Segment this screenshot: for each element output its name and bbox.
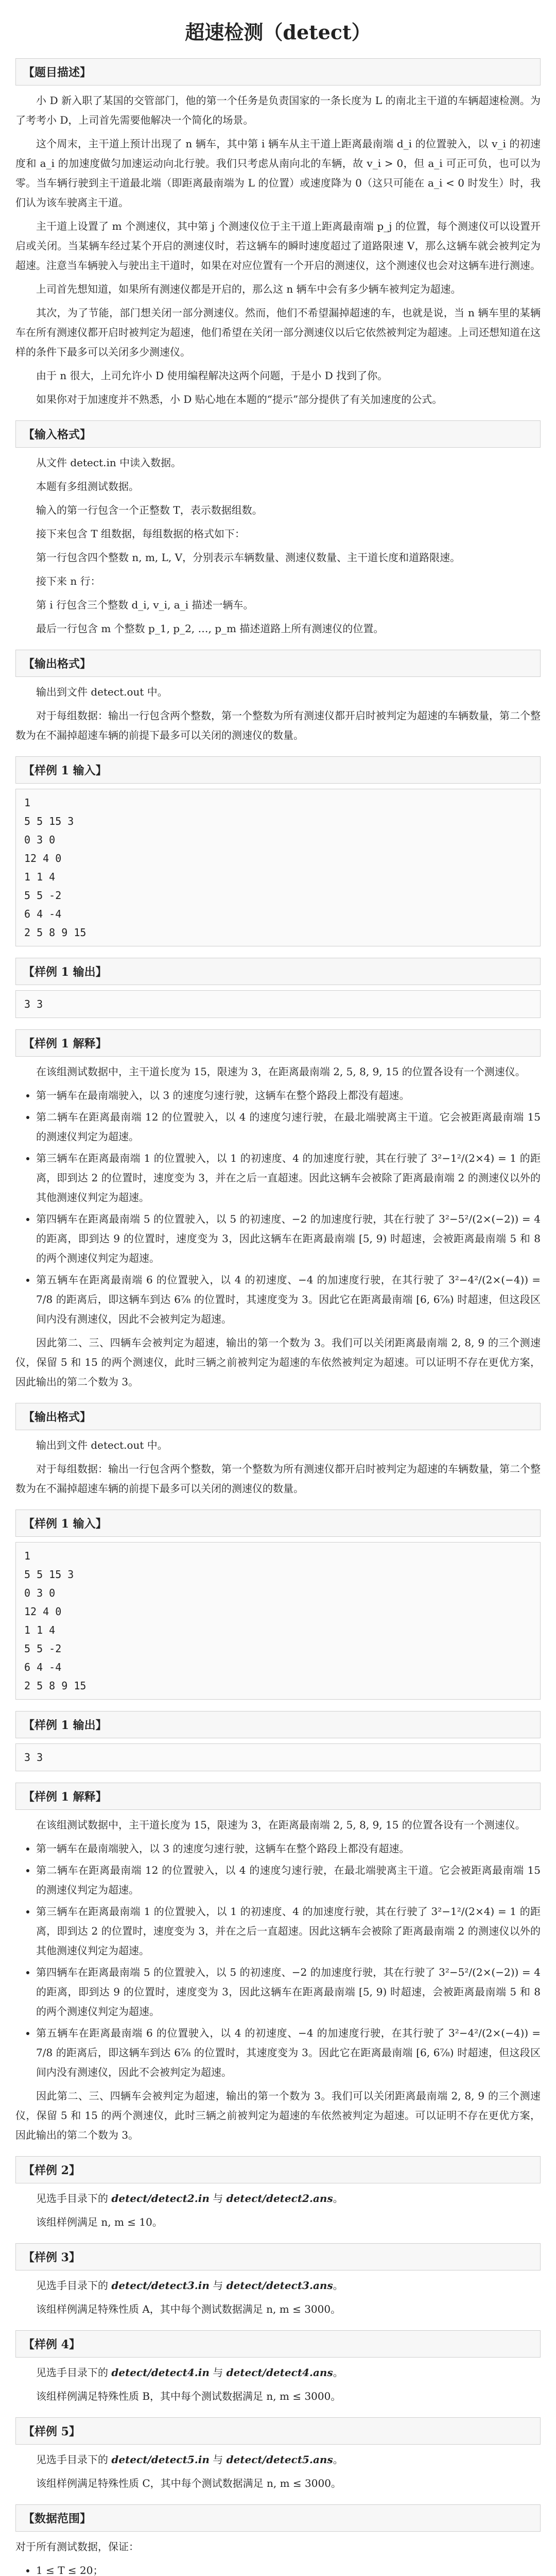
list-item: • 1 ≤ T ≤ 20； — [36, 2561, 541, 2576]
sample1-input-heading-2: 【样例 1 输入】 — [15, 1510, 541, 1537]
paragraph: 接下来 n 行： — [36, 575, 101, 587]
sample1-explain-heading: 【样例 1 解释】 — [15, 1029, 541, 1057]
sample-file-link[interactable]: detect/detect5.in — [111, 2453, 210, 2466]
paragraph: 小 D 新入职了某国的交管部门，他的第一个任务是负责国家的一条长度为 L 的南北主干道的车辆超速检测。为了考考小 D，上司首先需要他解决一个简化的场景。 — [15, 94, 541, 126]
sample-file-link[interactable]: detect/detect2.in — [111, 2192, 210, 2205]
sample-file-line — [15, 2363, 541, 2382]
explain-list — [15, 1086, 541, 1329]
paragraph: 对于每组数据：输出一行包含两个整数，第一个整数为所有测速仪都开启时被判定为超速的车辆数量，第二个整数为在不漏掉超速车辆的前提下最多可以关闭的测速仪的数量。 — [15, 1463, 541, 1495]
section-description-heading: 【题目描述】 — [15, 58, 541, 86]
sample-file-text: 见选手目录下的 — [36, 2366, 112, 2379]
sample1-output-code-2[interactable]: 3 3 — [15, 1743, 541, 1771]
sample3-body — [15, 2276, 541, 2319]
output-format-body-2 — [15, 1435, 541, 1498]
sample-file-line — [15, 2189, 541, 2208]
sample-file-link[interactable]: detect/detect4.in — [111, 2366, 210, 2379]
sample-file-text: 见选手目录下的 — [36, 2453, 112, 2466]
sample1-output-heading-2: 【样例 1 输出】 — [15, 1711, 541, 1738]
paragraph: 其次，为了节能，部门想关闭一部分测速仪。然而，他们不希望漏掉超速的车，也就是说，当 n 辆车里的某辆车在所有测速仪都开启时被判定为超速，他们希望在关闭一部分测速仪以后它依然被判定为超速。上司还想知道在这样的条件下最多可以关闭多少测速仪。 — [15, 307, 541, 358]
sample3-heading: 【样例 3】 — [15, 2243, 541, 2270]
explain-outro: 因此第二、三、四辆车会被判定为超速，输出的第一个数为 3。我们可以关闭距离最南端 2, 8, 9 的三个测速仪，保留 5 和 15 的两个测速仪，此时三辆之前被判定为超速的车依然被判定为超速。可以证明不存在更优方案，因此输出的第二个数为 3。 — [15, 2090, 541, 2141]
input-format-body — [15, 453, 541, 638]
sample-file-text: 与 — [209, 2366, 227, 2379]
paragraph: 由于 n 很大，上司允许小 D 使用编程解决这两个问题，于是小 D 找到了你。 — [36, 369, 388, 382]
sample-file-link[interactable]: detect/detect3.in — [111, 2279, 210, 2292]
sample-file-link[interactable]: detect/detect2.ans — [226, 2192, 333, 2205]
paragraph: 本题有多组测试数据。 — [36, 480, 139, 493]
sample-file-line — [15, 2450, 541, 2469]
sample2-heading: 【样例 2】 — [15, 2156, 541, 2183]
output-format-heading-2: 【输出格式】 — [15, 1403, 541, 1430]
sample2-body — [15, 2189, 541, 2232]
sample-note: 该组样例满足特殊性质 B，其中每个测试数据满足 n, m ≤ 3000。 — [36, 2390, 341, 2402]
sample-note: 该组样例满足 n, m ≤ 10。 — [36, 2216, 163, 2228]
data-range-list — [15, 2561, 541, 2576]
list-item: • 第四辆车在距离最南端 5 的位置驶入，以 5 的初速度、−2 的加速度行驶，其在行驶了 3²−5²/(2×(−2)) = 4 的距离，即到达 9 的位置时，速度变为 3，因此这辆车在距离最南端 [5, 9) 时超速，会被距离最南端 5 和 8 的两个测速仪判定为超速。 — [36, 1962, 541, 2021]
sample-note: 该组样例满足特殊性质 C，其中每个测试数据满足 n, m ≤ 3000。 — [36, 2477, 341, 2489]
paragraph: 对于每组数据：输出一行包含两个整数，第一个整数为所有测速仪都开启时被判定为超速的车辆数量，第二个整数为在不漏掉超速车辆的前提下最多可以关闭的测速仪的数量。 — [15, 709, 541, 741]
paragraph: 输出到文件 detect.out 中。 — [36, 686, 168, 698]
sample5-heading: 【样例 5】 — [15, 2417, 541, 2445]
description-body — [15, 91, 541, 409]
paragraph: 输出到文件 detect.out 中。 — [36, 1439, 168, 1451]
sample-file-text: 。 — [333, 2279, 343, 2292]
sample4-body — [15, 2363, 541, 2406]
sample-file-text: 与 — [209, 2453, 227, 2466]
sample1-explanation-2 — [15, 1815, 541, 2145]
output-format-body — [15, 682, 541, 745]
sample-file-link[interactable]: detect/detect4.ans — [226, 2366, 333, 2379]
sample-file-text: 。 — [333, 2192, 343, 2205]
sample-file-link[interactable]: detect/detect5.ans — [226, 2453, 333, 2466]
sample-file-text: 见选手目录下的 — [36, 2192, 112, 2205]
paragraph: 上司首先想知道，如果所有测速仪都是开启的，那么这 n 辆车中会有多少辆车被判定为超速。 — [36, 283, 461, 295]
sample1-explanation — [15, 1062, 541, 1392]
sample1-input-heading: 【样例 1 输入】 — [15, 756, 541, 784]
paragraph: 如果你对于加速度并不熟悉，小 D 贴心地在本题的“提示”部分提供了有关加速度的公式。 — [36, 393, 443, 405]
sample1-output-code[interactable]: 3 3 — [15, 990, 541, 1018]
paragraph: 主干道上设置了 m 个测速仪，其中第 j 个测速仪位于主干道上距离最南端 p_j 的位置，每个测速仪可以设置开启或关闭。当某辆车经过某个开启的测速仪时，若这辆车的瞬时速度超过了道路限速 V，那么这辆车就会被判定为超速。注意当车辆驶入与驶出主干道时，如果在对应位置有一个开启的测速仪，这个测速仪也会对这辆车进行测速。 — [15, 220, 541, 272]
explain-outro: 因此第二、三、四辆车会被判定为超速，输出的第一个数为 3。我们可以关闭距离最南端 2, 8, 9 的三个测速仪，保留 5 和 15 的两个测速仪，此时三辆之前被判定为超速的车依然被判定为超速。可以证明不存在更优方案，因此输出的第二个数为 3。 — [15, 1336, 541, 1388]
explain-intro: 在该组测试数据中，主干道长度为 15，限速为 3，在距离最南端 2, 5, 8, 9, 15 的位置各设有一个测速仪。 — [36, 1065, 526, 1078]
list-item: • 第五辆车在距离最南端 6 的位置驶入，以 4 的初速度、−4 的加速度行驶，在其行驶了 3²−4²/(2×(−4)) = 7/8 的距离后，即这辆车到达 6⅞ 的位置时，其速度变为 3。因此它在距离最南端 [6, 6⅞) 时超速，但这段区间内没有测速仪，因此不会被判定为超速。 — [36, 2023, 541, 2082]
paragraph: 输入的第一行包含一个正整数 T，表示数据组数。 — [36, 504, 263, 516]
list-item: • 第一辆车在最南端驶入，以 3 的速度匀速行驶，这辆车在整个路段上都没有超速。 — [36, 1839, 541, 1858]
page-title: 超速检测（detect） — [185, 21, 371, 44]
section-output-heading: 【输出格式】 — [15, 650, 541, 677]
list-item: • 第一辆车在最南端驶入，以 3 的速度匀速行驶，这辆车在整个路段上都没有超速。 — [36, 1086, 541, 1105]
sample1-input-code[interactable]: 1 5 5 15 3 0 3 0 12 4 0 1 1 4 5 5 -2 6 4 -4 2 5 8 9 15 — [15, 789, 541, 946]
data-range-intro: 对于所有测试数据，保证： — [15, 2540, 139, 2553]
explain-intro: 在该组测试数据中，主干道长度为 15，限速为 3，在距离最南端 2, 5, 8, 9, 15 的位置各设有一个测速仪。 — [36, 1819, 526, 1831]
sample-file-text: 见选手目录下的 — [36, 2279, 112, 2292]
sample-file-text: 与 — [209, 2192, 227, 2205]
list-item: • 第三辆车在距离最南端 1 的位置驶入，以 1 的初速度、4 的加速度行驶，其在行驶了 3²−1²/(2×4) = 1 的距离，即到达 2 的位置时，速度变为 3，并在之后一直超速。因此这辆车会被除了距离最南端 2 的测速仪以外的其他测速仪判定为超速。 — [36, 1902, 541, 1960]
list-item: • 第二辆车在距离最南端 12 的位置驶入，以 4 的速度匀速行驶，在最北端驶离主干道。它会被距离最南端 15 的测速仪判定为超速。 — [36, 1860, 541, 1900]
paragraph: 从文件 detect.in 中读入数据。 — [36, 456, 182, 469]
section-input-heading: 【输入格式】 — [15, 420, 541, 448]
sample-file-link[interactable]: detect/detect3.ans — [226, 2279, 333, 2292]
explain-list — [15, 1839, 541, 2082]
sample-note: 该组样例满足特殊性质 A，其中每个测试数据满足 n, m ≤ 3000。 — [36, 2303, 341, 2315]
sample-file-text: 与 — [209, 2279, 227, 2292]
data-range-heading: 【数据范围】 — [15, 2504, 541, 2532]
list-item: • 第二辆车在距离最南端 12 的位置驶入，以 4 的速度匀速行驶，在最北端驶离主干道。它会被距离最南端 15 的测速仪判定为超速。 — [36, 1107, 541, 1146]
paragraph: 接下来包含 T 组数据，每组数据的格式如下： — [36, 528, 246, 540]
list-item: • 第五辆车在距离最南端 6 的位置驶入，以 4 的初速度、−4 的加速度行驶，在其行驶了 3²−4²/(2×(−4)) = 7/8 的距离后，即这辆车到达 6⅞ 的位置时，其速度变为 3。因此它在距离最南端 [6, 6⅞) 时超速，但这段区间内没有测速仪，因此不会被判定为超速。 — [36, 1270, 541, 1329]
paragraph: 最后一行包含 m 个整数 p_1, p_2, …, p_m 描述道路上所有测速仪的位置。 — [36, 622, 384, 635]
sample4-heading: 【样例 4】 — [15, 2330, 541, 2358]
sample1-output-heading: 【样例 1 输出】 — [15, 958, 541, 985]
sample-file-text: 。 — [333, 2366, 343, 2379]
sample1-input-code-2[interactable]: 1 5 5 15 3 0 3 0 12 4 0 1 1 4 5 5 -2 6 4 -4 2 5 8 9 15 — [15, 1542, 541, 1700]
paragraph: 这个周末，主干道上预计出现了 n 辆车，其中第 i 辆车从主干道上距离最南端 d_i 的位置驶入，以 v_i 的初速度和 a_i 的加速度做匀加速运动向北行驶。我们只考虑从南向北的车辆，故 v_i > 0，但 a_i 可正可负，也可以为零。当车辆行驶到主干道最北端（即距离最南端为 L 的位置）或速度降为 0（这只可能在 a_i < 0 时发生）时，我们认为该车驶离主干道。 — [15, 138, 541, 209]
paragraph: 第一行包含四个整数 n, m, L, V，分别表示车辆数量、测速仪数量、主干道长度和道路限速。 — [36, 551, 461, 564]
sample1-explain-heading-2: 【样例 1 解释】 — [15, 1783, 541, 1810]
sample5-body — [15, 2450, 541, 2493]
paragraph: 第 i 行包含三个整数 d_i, v_i, a_i 描述一辆车。 — [36, 599, 254, 611]
list-item: • 第三辆车在距离最南端 1 的位置驶入，以 1 的初速度、4 的加速度行驶，其在行驶了 3²−1²/(2×4) = 1 的距离，即到达 2 的位置时，速度变为 3，并在之后一直超速。因此这辆车会被除了距离最南端 2 的测速仪以外的其他测速仪判定为超速。 — [36, 1148, 541, 1207]
sample-file-line — [15, 2276, 541, 2295]
list-item: • 第四辆车在距离最南端 5 的位置驶入，以 5 的初速度、−2 的加速度行驶，其在行驶了 3²−5²/(2×(−2)) = 4 的距离，即到达 9 的位置时，速度变为 3，因此这辆车在距离最南端 [5, 9) 时超速，会被距离最南端 5 和 8 的两个测速仪判定为超速。 — [36, 1209, 541, 1268]
sample-file-text: 。 — [333, 2453, 343, 2466]
